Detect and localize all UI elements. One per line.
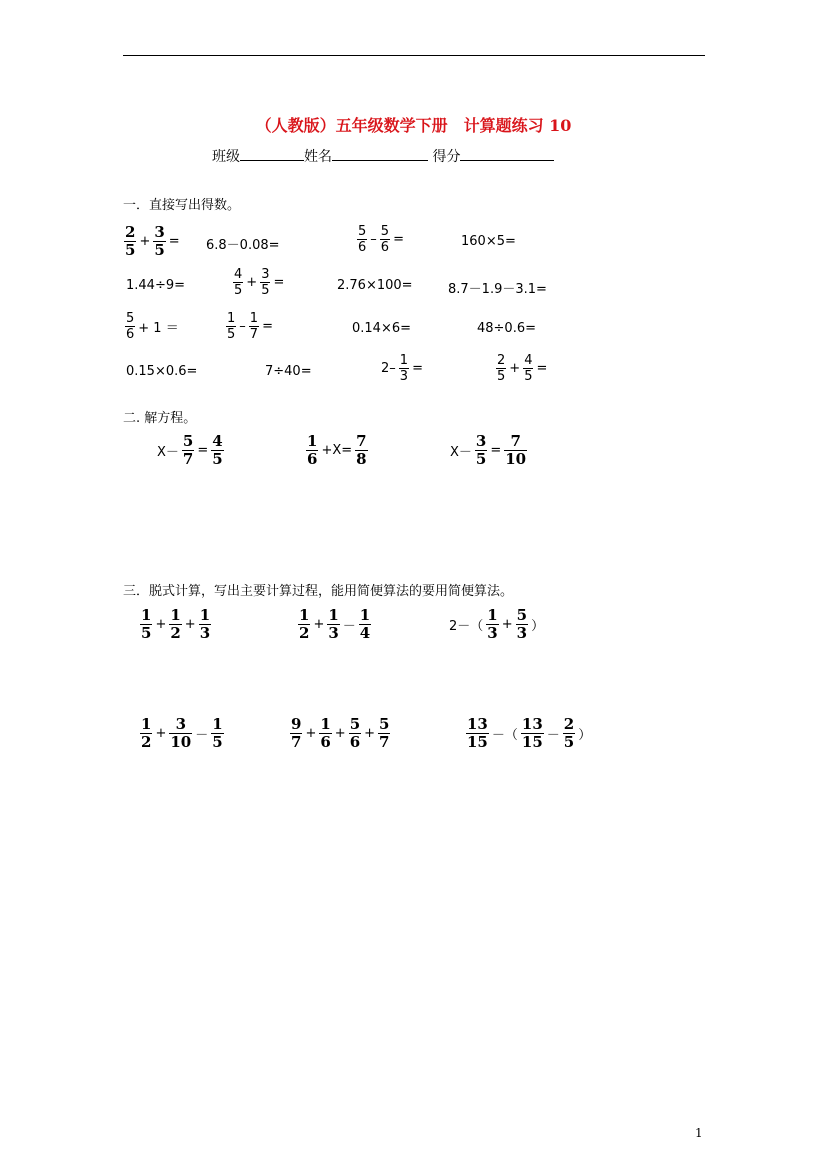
denominator: 6 — [307, 450, 318, 468]
s1-problem — [350, 321, 413, 336]
expression-text: 2.76×100= — [337, 278, 413, 293]
fraction — [319, 716, 331, 751]
fraction — [466, 716, 489, 751]
fraction — [290, 716, 302, 751]
fraction — [211, 716, 223, 751]
numerator: 5 — [358, 224, 367, 239]
s2-equation — [155, 433, 225, 468]
s1-problem — [225, 311, 275, 342]
expression-text: = — [393, 232, 404, 247]
numerator: 5 — [182, 432, 194, 450]
expression-text: 7÷40= — [265, 364, 312, 379]
expression-text: + — [155, 726, 167, 741]
numerator: 4 — [234, 267, 243, 282]
expression-text: + — [509, 361, 521, 376]
numerator: 5 — [126, 311, 135, 326]
expression-text: + — [501, 617, 513, 632]
fraction — [125, 311, 135, 342]
name-blank[interactable] — [332, 146, 428, 161]
denominator: 3 — [199, 624, 211, 642]
section-1-heading: 一．直接写出得数。 — [123, 198, 241, 213]
denominator: 5 — [234, 283, 243, 298]
expression-text: X－ — [157, 445, 179, 460]
expression-text: + — [364, 726, 376, 741]
s2-equation — [448, 433, 528, 468]
expression-text: + — [305, 726, 317, 741]
s1-problem — [123, 224, 182, 259]
numerator: 3 — [154, 223, 165, 241]
expression-text: ） — [531, 619, 545, 634]
denominator: 5 — [563, 733, 575, 751]
denominator: 6 — [320, 733, 331, 751]
fraction — [521, 716, 544, 751]
section-3-heading: 三．脱式计算，写出主要计算过程，能用简便算法的要用简便算法。 — [123, 584, 514, 599]
numerator: 1 — [328, 606, 339, 624]
s1-problem — [379, 353, 425, 384]
expression-text: + — [246, 275, 258, 290]
numerator: 1 — [141, 606, 152, 624]
denominator: 3 — [328, 624, 339, 642]
denominator: 4 — [359, 624, 371, 642]
numerator: 5 — [516, 606, 528, 624]
page-number: 1 — [695, 1126, 703, 1140]
expression-text: + — [184, 617, 196, 632]
s1-problem — [335, 278, 415, 293]
fraction — [496, 353, 506, 384]
s1-problem — [124, 278, 187, 293]
numerator: 1 — [227, 311, 236, 326]
denominator: 5 — [524, 369, 533, 384]
denominator: 10 — [505, 450, 527, 468]
fraction — [516, 607, 528, 642]
fraction — [504, 433, 527, 468]
denominator: 5 — [141, 624, 152, 642]
numerator: 1 — [141, 715, 152, 733]
fraction — [298, 607, 310, 642]
expression-text: + — [139, 234, 151, 249]
fraction — [140, 716, 152, 751]
numerator: 1 — [320, 715, 331, 733]
expression-text: 6.8－0.08= — [206, 238, 280, 253]
s1-problem — [124, 364, 199, 379]
numerator: 3 — [175, 715, 186, 733]
numerator: 1 — [249, 311, 259, 326]
numerator: 1 — [299, 606, 310, 624]
numerator: 5 — [349, 715, 361, 733]
expression-text: －（ — [491, 728, 518, 743]
expression-text: 0.14×6= — [352, 321, 412, 336]
numerator: 4 — [212, 432, 223, 450]
fraction — [153, 224, 165, 259]
denominator: 5 — [227, 327, 236, 342]
numerator: 1 — [212, 715, 223, 733]
s1-problem — [356, 224, 406, 255]
denominator: 3 — [487, 624, 498, 642]
expression-text: 2－（ — [449, 619, 484, 634]
denominator: 7 — [249, 327, 259, 342]
denominator: 5 — [212, 450, 223, 468]
denominator: 3 — [399, 369, 409, 384]
denominator: 6 — [126, 327, 135, 342]
denominator: 5 — [154, 241, 165, 259]
s1-problem — [232, 267, 286, 298]
s1-problem — [475, 321, 538, 336]
fraction — [211, 433, 223, 468]
header-rule — [123, 55, 705, 56]
expression-text: +X= — [321, 443, 353, 458]
denominator: 10 — [170, 733, 192, 751]
numerator: 2 — [125, 223, 136, 241]
denominator: 8 — [356, 450, 367, 468]
numerator: 1 — [307, 432, 318, 450]
fraction — [124, 224, 136, 259]
fraction — [380, 224, 390, 255]
s3-problem — [139, 607, 212, 642]
s1-problem — [459, 234, 518, 249]
expression-text: – — [370, 232, 377, 247]
fraction — [249, 311, 259, 342]
fraction — [169, 716, 192, 751]
numerator: 2 — [563, 715, 575, 733]
denominator: 5 — [497, 369, 506, 384]
expression-text: 160×5= — [461, 234, 516, 249]
expression-text: = — [168, 234, 180, 249]
s3-problem — [289, 716, 391, 751]
numerator: 1 — [487, 606, 498, 624]
s3-problem — [297, 607, 372, 642]
numerator: 13 — [467, 715, 488, 733]
expression-text: = — [490, 443, 502, 458]
numerator: 1 — [359, 606, 371, 624]
expression-text: 0.15×0.6= — [126, 364, 198, 379]
expression-text: = — [197, 443, 209, 458]
expression-text: + — [155, 617, 167, 632]
s1-problem — [446, 278, 549, 297]
fraction — [349, 716, 361, 751]
section-2-heading: 二. 解方程。 — [123, 411, 197, 426]
student-info-line — [212, 146, 554, 166]
expression-text: 8.7－1.9－3.1= — [448, 282, 547, 297]
numerator: 9 — [291, 715, 302, 733]
expression-text: = — [262, 319, 273, 334]
denominator: 2 — [299, 624, 310, 642]
fraction — [523, 353, 533, 384]
numerator: 1 — [399, 353, 409, 368]
expression-text: ） — [578, 728, 592, 743]
expression-text: – — [239, 319, 246, 334]
expression-text: + 1 ＝ — [138, 321, 179, 336]
numerator: 7 — [510, 432, 521, 450]
expression-text: － — [546, 728, 560, 743]
s1-problem — [495, 353, 549, 384]
numerator: 3 — [261, 267, 270, 282]
s3-problem — [139, 716, 225, 751]
denominator: 5 — [125, 241, 136, 259]
worksheet-title: （人教版）五年级数学下册 计算题练习 10 — [255, 116, 572, 135]
s1-problem — [263, 364, 314, 379]
expression-text: 48÷0.6= — [477, 321, 537, 336]
fraction — [359, 607, 371, 642]
numerator: 5 — [380, 224, 390, 239]
denominator: 5 — [475, 450, 487, 468]
denominator: 7 — [379, 733, 390, 751]
expression-text: + — [334, 726, 346, 741]
score-label: 得分 — [432, 149, 461, 165]
numerator: 1 — [170, 606, 181, 624]
numerator: 3 — [475, 432, 487, 450]
class-blank[interactable] — [240, 146, 304, 161]
fraction — [355, 433, 367, 468]
fraction — [199, 607, 211, 642]
expression-text: － — [342, 619, 356, 634]
denominator: 6 — [380, 240, 390, 255]
expression-text: 1.44÷9= — [126, 278, 186, 293]
fraction — [357, 224, 367, 255]
numerator: 1 — [199, 606, 211, 624]
score-blank[interactable] — [460, 146, 554, 161]
expression-text: 2– — [381, 361, 396, 376]
fraction — [306, 433, 318, 468]
s1-problem — [124, 311, 181, 342]
fraction — [140, 607, 152, 642]
s3-problem — [447, 607, 546, 642]
numerator: 4 — [524, 353, 533, 368]
fraction — [475, 433, 487, 468]
fraction — [233, 267, 243, 298]
numerator: 13 — [521, 715, 543, 733]
denominator: 7 — [182, 450, 194, 468]
denominator: 6 — [358, 240, 367, 255]
denominator: 3 — [516, 624, 528, 642]
expression-text: － — [195, 728, 209, 743]
expression-text: X－ — [450, 445, 472, 460]
fraction — [226, 311, 236, 342]
s2-equation — [305, 433, 369, 468]
fraction — [486, 607, 498, 642]
numerator: 5 — [379, 715, 390, 733]
numerator: 7 — [356, 432, 367, 450]
fraction — [563, 716, 575, 751]
expression-text: = — [536, 361, 548, 376]
denominator: 6 — [349, 733, 361, 751]
fraction — [182, 433, 194, 468]
denominator: 15 — [467, 733, 488, 751]
fraction — [169, 607, 181, 642]
denominator: 2 — [141, 733, 152, 751]
class-label: 班级 — [212, 149, 240, 165]
s1-problem — [204, 234, 282, 253]
expression-text: + — [313, 617, 325, 632]
name-label: 姓名 — [304, 149, 332, 165]
denominator: 2 — [170, 624, 181, 642]
denominator: 7 — [291, 733, 302, 751]
expression-text: = — [412, 361, 423, 376]
expression-text: = — [273, 275, 285, 290]
numerator: 2 — [497, 353, 506, 368]
denominator: 5 — [212, 733, 223, 751]
fraction — [260, 267, 270, 298]
fraction — [327, 607, 339, 642]
fraction — [378, 716, 390, 751]
denominator: 15 — [521, 733, 543, 751]
s3-problem — [465, 716, 593, 751]
fraction — [399, 353, 409, 384]
denominator: 5 — [261, 283, 270, 298]
